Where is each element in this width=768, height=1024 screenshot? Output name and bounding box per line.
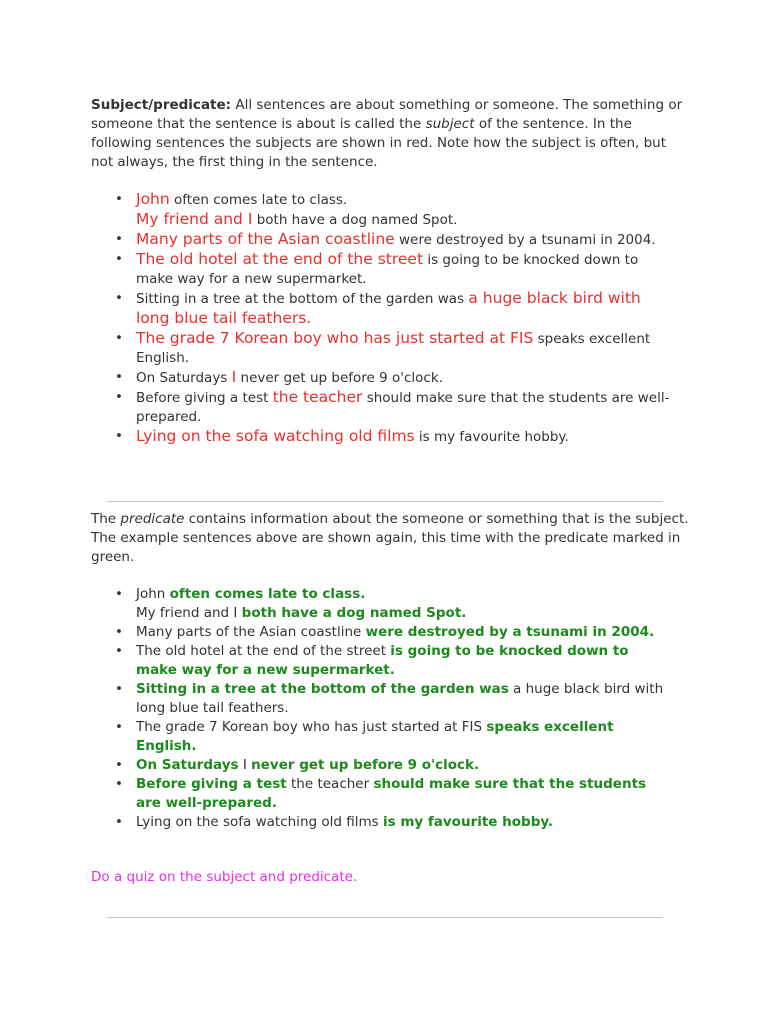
subject-list-item <box>113 190 673 210</box>
sentence-text: Many parts of the Asian coastline <box>136 624 366 640</box>
sentence-text: a huge black bird with long blue tail feathers. <box>136 681 664 716</box>
predicate-text: were destroyed by a tsunami in 2004. <box>365 624 655 640</box>
subject-list-item <box>113 230 673 250</box>
subject-text: The grade 7 Korean boy who has just started at FIS <box>136 329 534 347</box>
intro-subject-term: subject <box>425 116 475 132</box>
subject-text: Many parts of the Asian coastline <box>136 230 395 248</box>
predicate-list-item <box>113 775 673 813</box>
intro-text-1: All sentences are about something or someone. The something or someone that the sentence is about is called the <box>91 97 683 132</box>
sentence-text: were destroyed by a tsunami in 2004. <box>394 232 656 248</box>
subject-list-item <box>113 427 673 447</box>
sentence-text: Lying on the sofa watching old films <box>136 814 383 830</box>
sentence-text: John <box>136 586 170 602</box>
subject-text: the teacher <box>272 388 363 406</box>
subject-text: John <box>136 190 170 208</box>
predicate-text: Before giving a test <box>136 776 287 792</box>
divider <box>107 917 663 918</box>
predicate-text: both have a dog named Spot. <box>241 605 467 621</box>
sentence-text: Before giving a test <box>136 390 273 406</box>
sentence-text: should make sure that the students are well-prepared. <box>136 390 670 425</box>
subject-text: The old hotel at the end of the street <box>136 250 424 268</box>
sentence-text: The old hotel at the end of the street <box>136 643 391 659</box>
predicate-list-item <box>113 813 673 832</box>
sentence-text: speaks excellent English. <box>136 331 651 366</box>
subject-list-item <box>113 388 673 427</box>
predicate-list-item <box>113 718 673 756</box>
subject-list-item <box>113 250 673 289</box>
subject-list-item <box>113 289 673 329</box>
predicate-list-item <box>113 680 673 718</box>
subject-text: Lying on the sofa watching old films <box>136 427 415 445</box>
sentence-text: never get up before 9 o'clock. <box>236 370 443 386</box>
subject-list-item <box>113 368 673 388</box>
predicate-intro-paragraph <box>91 510 691 567</box>
sentence-text: My friend and I <box>136 605 242 621</box>
subject-example-list <box>113 190 673 447</box>
predicate-text: Sitting in a tree at the bottom of the garden was <box>136 681 509 697</box>
predicate-text: is my favourite hobby. <box>382 814 554 830</box>
predicate-text: is going to be knocked down to make way for a new supermarket. <box>136 643 629 678</box>
subject-text: I <box>231 368 237 386</box>
subject-list-item <box>113 329 673 368</box>
predicate-text: never get up before 9 o'clock. <box>251 757 480 773</box>
sentence-text: The grade 7 Korean boy who has just started at FIS <box>136 719 487 735</box>
intro-heading: Subject/predicate: <box>91 97 232 113</box>
intro-text-2: of the sentence. In the following sentences the subjects are shown in red. Note how the subject is often, but not always, the first thing in the sentence. <box>91 116 667 170</box>
sentence-text: is my favourite hobby. <box>414 429 569 445</box>
sentence-text: I <box>238 757 252 773</box>
predicate-term: predicate <box>120 511 185 527</box>
sentence-text: both have a dog named Spot. <box>252 212 458 228</box>
predicate-text: speaks excellent English. <box>136 719 614 754</box>
predicate-example-list <box>113 585 673 832</box>
predicate-intro-text-2: contains information about the someone or something that is the subject. The example sentences above are shown again, this time with the predicate marked in green. <box>91 511 689 565</box>
predicate-list-item <box>113 585 673 604</box>
predicate-text: should make sure that the students are well-prepared. <box>136 776 647 811</box>
sentence-text: Sitting in a tree at the bottom of the garden was <box>136 291 469 307</box>
divider <box>107 501 663 502</box>
predicate-list-item <box>113 756 673 775</box>
predicate-list-item <box>113 642 673 680</box>
quiz-link[interactable]: Do a quiz on the subject and predicate. <box>91 869 358 885</box>
sentence-text: often comes late to class. <box>169 192 348 208</box>
sentence-text: is going to be knocked down to make way for a new supermarket. <box>136 252 639 287</box>
sentence-text: On Saturdays <box>136 370 232 386</box>
predicate-list-item <box>113 623 673 642</box>
predicate-text: often comes late to class. <box>169 586 366 602</box>
intro-paragraph <box>91 96 691 172</box>
subject-text: a huge black bird with long blue tail feathers. <box>136 289 641 327</box>
sentence-text: the teacher <box>286 776 374 792</box>
predicate-text: On Saturdays <box>136 757 239 773</box>
subject-list-item <box>113 210 673 230</box>
predicate-intro-text-1: The <box>91 511 121 527</box>
subject-text: My friend and I <box>136 210 253 228</box>
predicate-list-item <box>113 604 673 623</box>
